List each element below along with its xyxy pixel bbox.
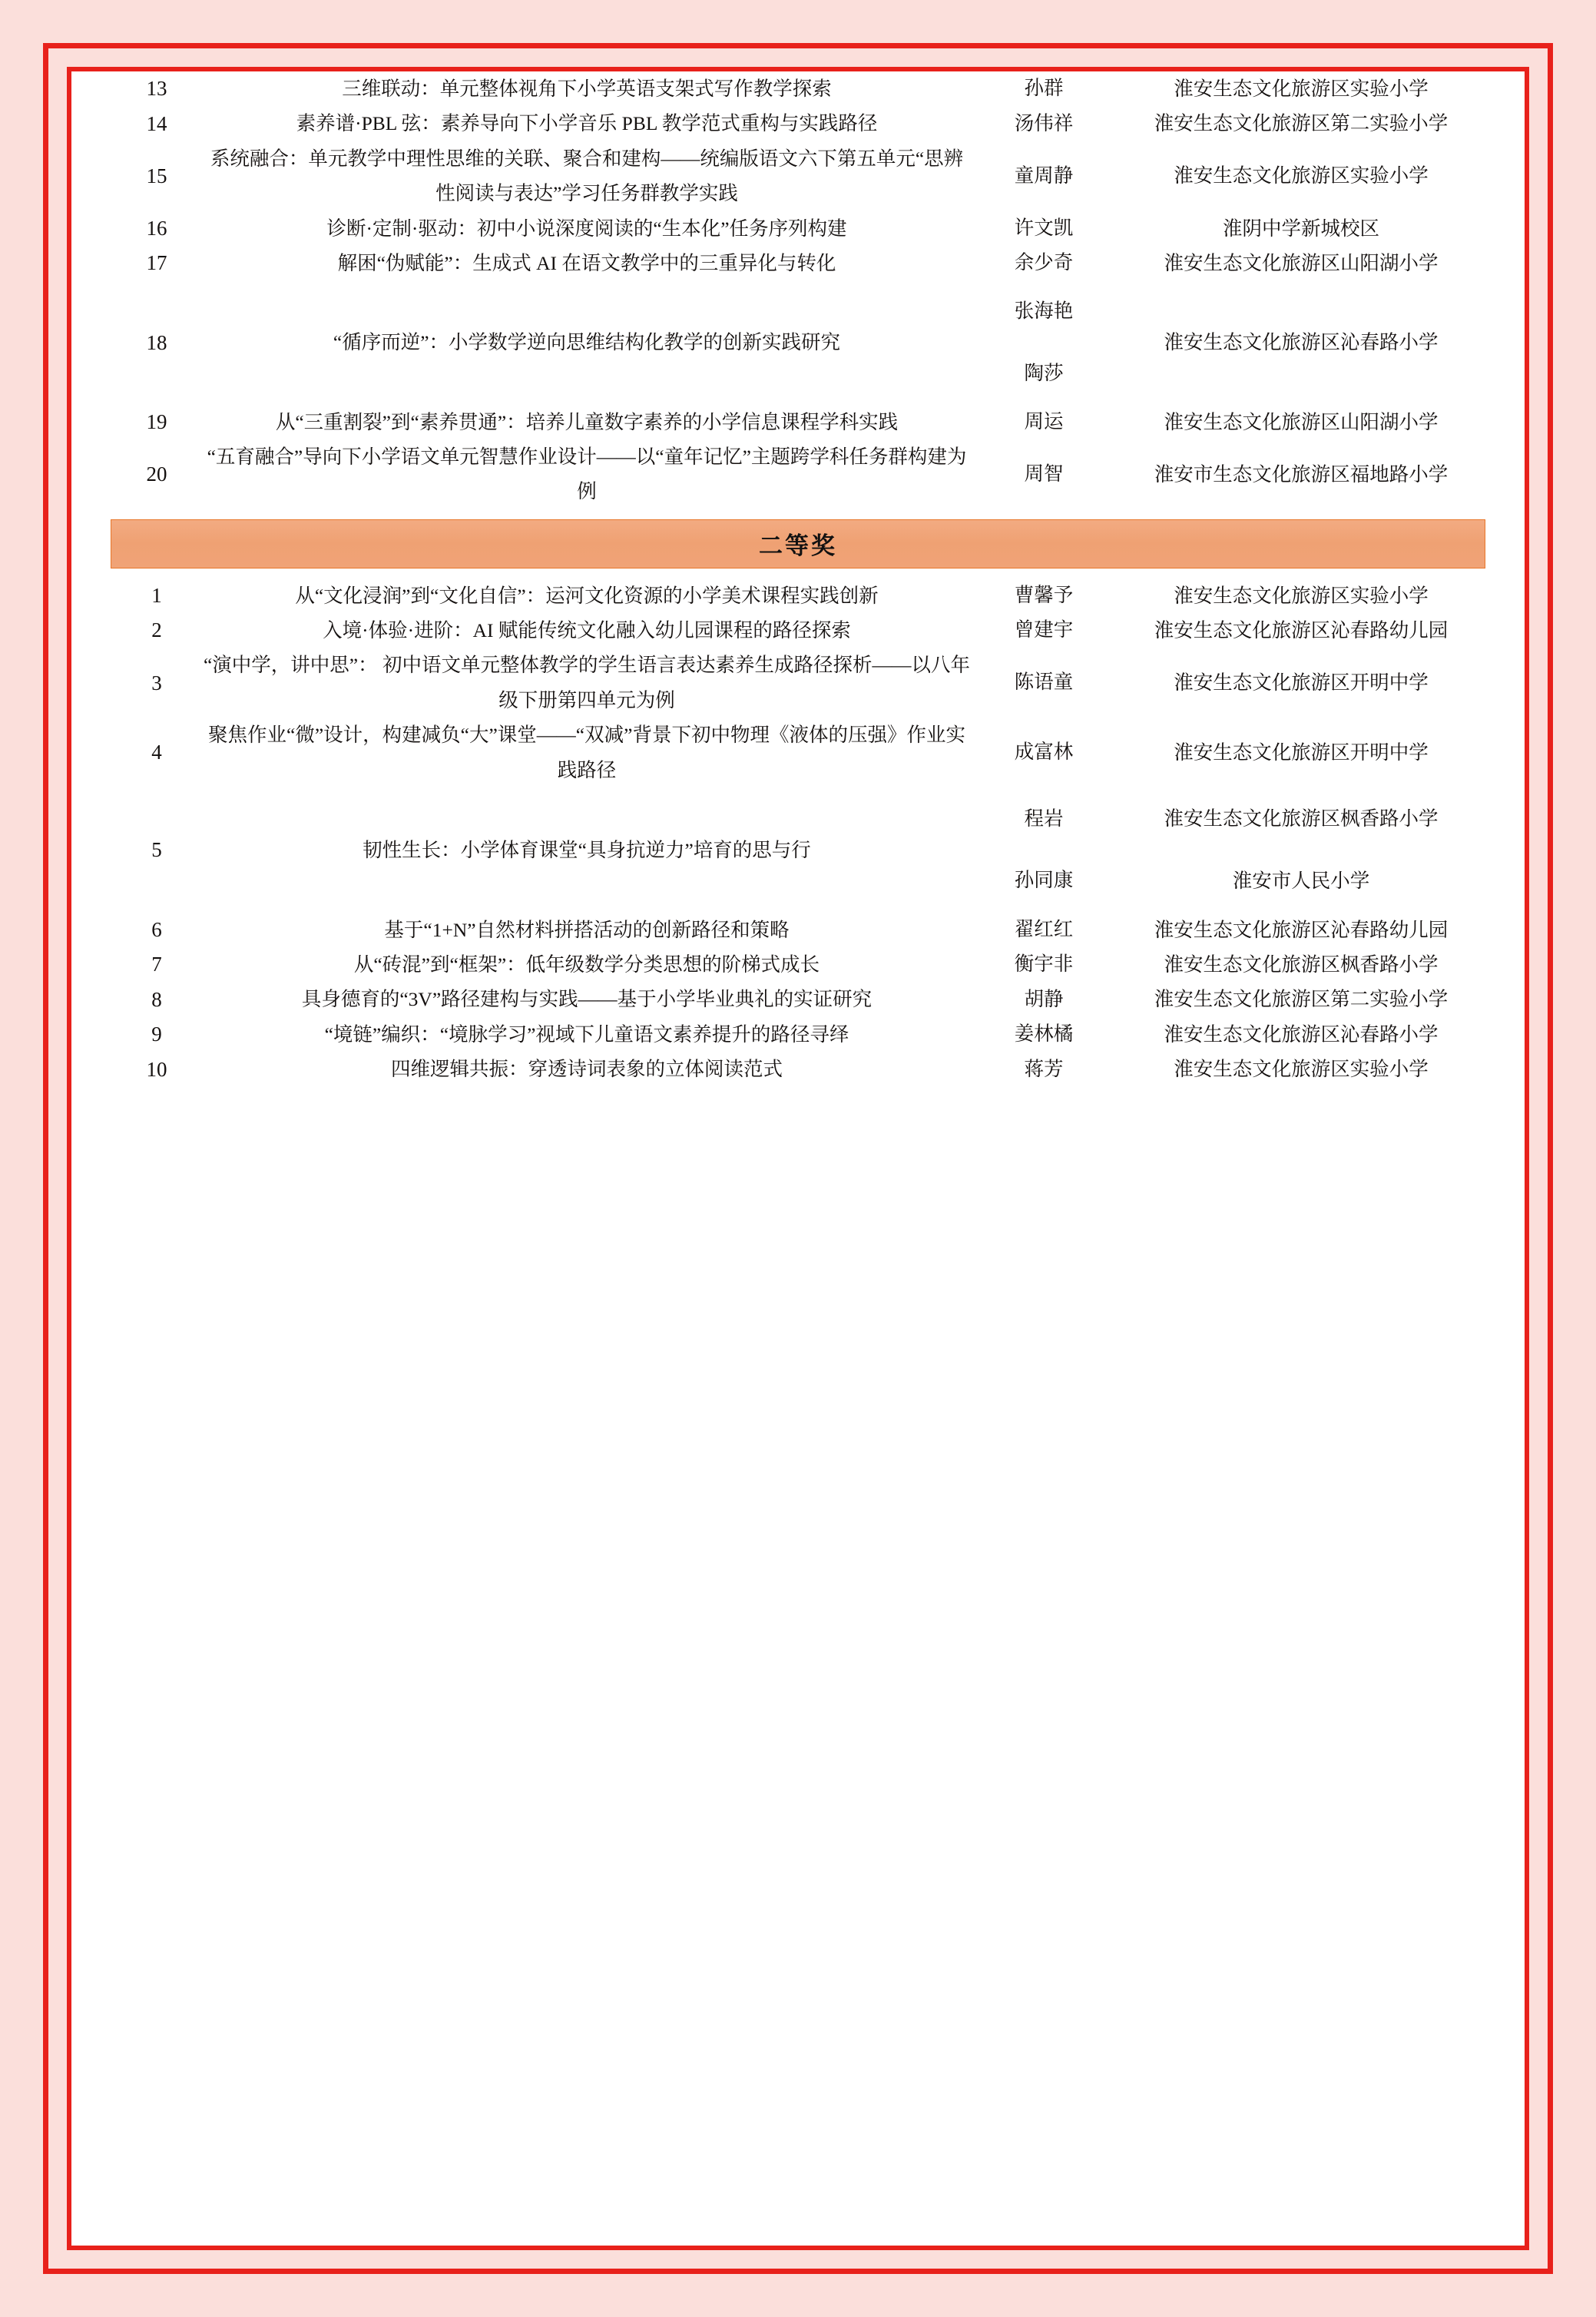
school-name: 淮安生态文化旅游区山阳湖小学 [1164, 410, 1439, 433]
row-number: 5 [151, 838, 162, 862]
table-row [111, 246, 1485, 280]
school-name: 淮安生态文化旅游区沁春路小学 [1164, 1023, 1439, 1046]
school-name: 淮安生态文化旅游区沁春路幼儿园 [1154, 918, 1449, 941]
paper-title: 从“砖混”到“框架”：低年级数学分类思想的阶梯式成长 [353, 953, 820, 976]
author-name: 汤伟祥 [1014, 111, 1074, 134]
paper-title: 解困“伪赋能”：生成式 AI 在语文教学中的三重异化与转化 [337, 251, 836, 274]
author-name: 许文凯 [1014, 216, 1074, 239]
row-number: 16 [146, 216, 167, 240]
table-row [111, 439, 1485, 509]
school-name: 淮安市生态文化旅游区福地路小学 [1154, 462, 1449, 486]
author-name: 周运 [1024, 409, 1064, 433]
author-name: 衡宇非 [1014, 953, 1074, 976]
author-cell [971, 280, 1117, 404]
paper-title: 基于“1+N”自然材料拼搭活动的创新路径和策略 [384, 918, 790, 941]
author-name: 孙同康 [1014, 869, 1074, 892]
table-row [111, 718, 1485, 787]
award-level-label: 二等奖 [759, 532, 837, 560]
paper-title: 诊断·定制·驱动：初中小说深度阅读的“生本化”任务序列构建 [326, 217, 847, 240]
row-number: 7 [151, 953, 162, 976]
school-name: 淮安生态文化旅游区实验小学 [1174, 164, 1429, 187]
award-list-body [111, 71, 1485, 1087]
author-name: 翟红红 [1014, 918, 1074, 940]
paper-title: 系统融合：单元教学中理性思维的关联、聚合和建构——统编版语文六下第五单元“思辨性阅读与表达”学习任务群教学实践 [210, 147, 964, 205]
table-row [111, 106, 1485, 141]
row-number: 14 [146, 111, 167, 135]
row-number: 18 [146, 330, 167, 354]
school-cell [1117, 787, 1485, 913]
author-name: 童周静 [1014, 164, 1074, 187]
school-name: 淮安生态文化旅游区开明中学 [1174, 741, 1429, 764]
table-row [111, 1052, 1485, 1086]
table-row [111, 141, 1485, 211]
author-name: 孙群 [1024, 77, 1064, 100]
table-row [111, 578, 1485, 613]
award-level-banner [111, 519, 1485, 568]
row-number: 15 [146, 164, 167, 187]
award-list-table [111, 71, 1485, 1087]
paper-title: 三维联动：单元整体视角下小学英语支架式写作教学探索 [342, 78, 832, 100]
author-sub-list [971, 280, 1117, 404]
school-name: 淮安市人民小学 [1232, 870, 1370, 893]
author-name: 姜林橘 [1014, 1023, 1074, 1046]
school-name: 淮安生态文化旅游区开明中学 [1174, 671, 1429, 694]
author-name: 曾建宇 [1014, 618, 1074, 641]
school-name: 淮安生态文化旅游区枫香路小学 [1164, 807, 1439, 830]
table-row [111, 648, 1485, 718]
school-name: 淮阴中学新城校区 [1222, 217, 1379, 240]
paper-title: “境链”编织：“境脉学习”视域下儿童语文素养提升的路径寻绎 [324, 1023, 849, 1046]
row-number: 19 [146, 409, 167, 433]
section-banner-row [111, 509, 1485, 578]
school-name: 淮安生态文化旅游区山阳湖小学 [1164, 251, 1439, 274]
author-sub-list [971, 788, 1117, 912]
author-name: 胡静 [1024, 987, 1064, 1010]
author-name: 曹馨予 [1014, 584, 1074, 606]
section-banner-cell [111, 509, 1485, 578]
paper-title: “演中学，讲中思”： 初中语文单元整体教学的学生语言表达素养生成路径探析——以八年级下册第四单元为例 [203, 654, 970, 711]
school-name: 淮安生态文化旅游区第二实验小学 [1154, 112, 1449, 135]
school-sub-list [1117, 787, 1485, 913]
paper-title: “循序而逆”：小学数学逆向思维结构化教学的创新实践研究 [333, 331, 841, 354]
author-cell [971, 787, 1117, 913]
school-name: 淮安生态文化旅游区枫香路小学 [1164, 953, 1439, 976]
school-name: 淮安生态文化旅游区沁春路幼儿园 [1154, 619, 1449, 641]
row-number: 8 [151, 987, 162, 1011]
table-row [111, 613, 1485, 648]
author-name: 周智 [1024, 462, 1064, 485]
table-row [111, 405, 1485, 439]
school-name: 淮安生态文化旅游区沁春路小学 [1164, 331, 1439, 354]
paper-title: 素养谱·PBL 弦：素养导向下小学音乐 PBL 教学范式重构与实践路径 [296, 112, 878, 135]
school-name: 淮安生态文化旅游区实验小学 [1174, 78, 1429, 100]
paper-title: 具身德育的“3V”路径建构与实践——基于小学毕业典礼的实证研究 [301, 988, 873, 1011]
table-row [111, 947, 1485, 982]
table-row [111, 71, 1485, 106]
table-row [111, 787, 1485, 913]
row-number: 9 [151, 1023, 162, 1046]
row-number: 10 [146, 1057, 167, 1081]
author-name: 成富林 [1014, 741, 1074, 764]
author-name: 张海艳 [1014, 300, 1074, 323]
paper-title: 聚焦作业“微”设计，构建减负“大”课堂——“双减”背景下初中物理《液体的压强》作业实践路径 [208, 724, 965, 781]
school-name: 淮安生态文化旅游区实验小学 [1174, 1058, 1429, 1081]
author-name: 陈语童 [1014, 671, 1074, 694]
paper-title: 四维逻辑共振：穿透诗词表象的立体阅读范式 [390, 1058, 783, 1081]
author-name: 余少奇 [1014, 251, 1074, 274]
row-number: 1 [151, 584, 162, 608]
table-row [111, 211, 1485, 246]
school-name: 淮安生态文化旅游区实验小学 [1174, 584, 1429, 607]
paper-title: “五育融合”导向下小学语文单元智慧作业设计——以“童年记忆”主题跨学科任务群构建为例 [207, 445, 967, 503]
row-number: 17 [146, 251, 167, 275]
row-number: 20 [146, 462, 167, 486]
table-row [111, 982, 1485, 1016]
author-name: 程岩 [1024, 807, 1064, 830]
author-name: 蒋芳 [1024, 1057, 1064, 1080]
table-row [111, 913, 1485, 947]
paper-title: 从“三重割裂”到“素养贯通”：培养儿童数字素养的小学信息课程学科实践 [275, 410, 899, 433]
paper-title: 从“文化浸润”到“文化自信”：运河文化资源的小学美术课程实践创新 [295, 584, 879, 607]
row-number: 4 [151, 741, 162, 764]
row-number: 6 [151, 918, 162, 942]
row-number: 2 [151, 618, 162, 642]
row-number: 3 [151, 671, 162, 694]
table-row [111, 1017, 1485, 1052]
page-content [71, 71, 1525, 2246]
paper-title: 韧性生长：小学体育课堂“具身抗逆力”培育的思与行 [363, 838, 811, 861]
paper-title: 入境·体验·进阶：AI 赋能传统文化融入幼儿园课程的路径探索 [323, 619, 851, 641]
author-name: 陶莎 [1024, 361, 1064, 384]
table-row [111, 280, 1485, 404]
row-number: 13 [146, 77, 167, 101]
school-name: 淮安生态文化旅游区第二实验小学 [1154, 988, 1449, 1011]
